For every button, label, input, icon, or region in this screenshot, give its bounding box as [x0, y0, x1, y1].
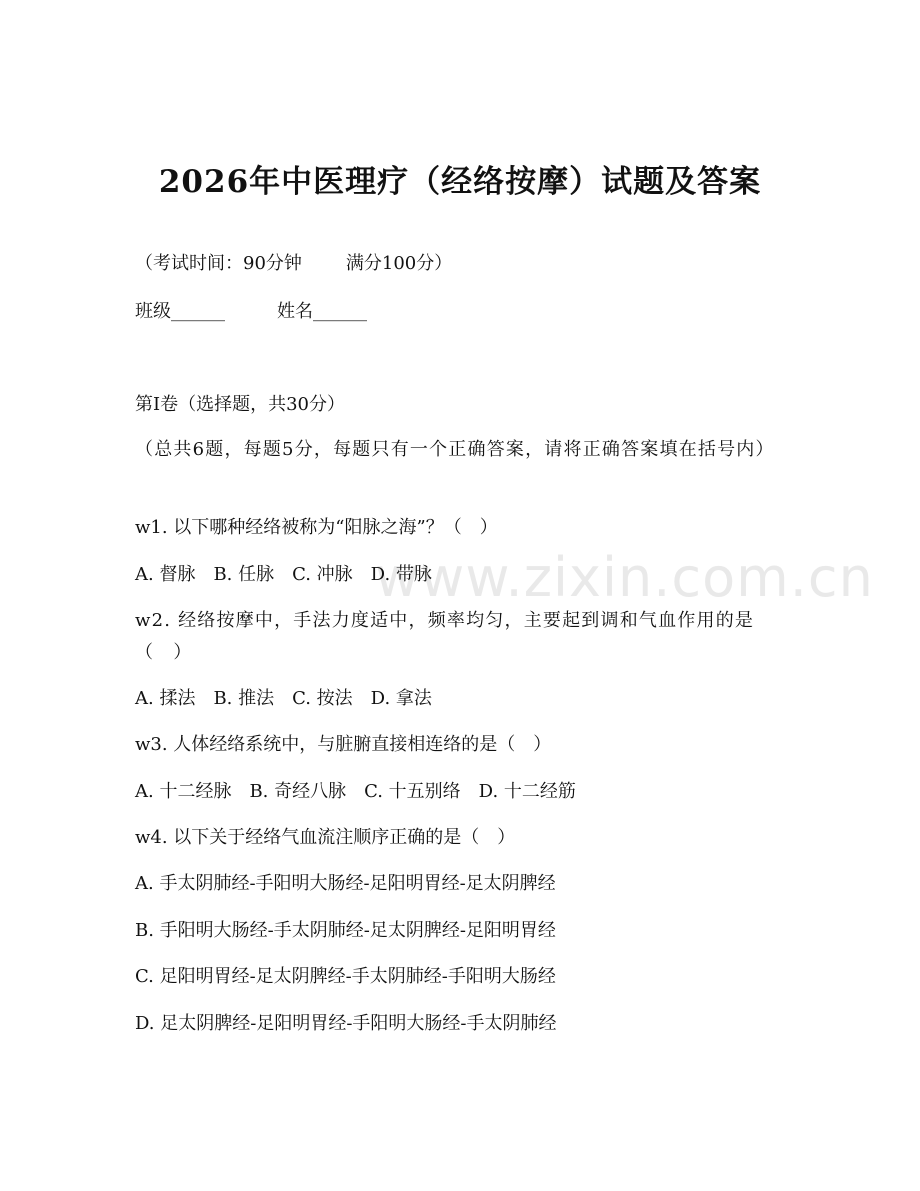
section-instructions: （总共6题，每题5分，每题只有一个正确答案，请将正确答案填在括号内） — [135, 439, 775, 460]
question-4-option-a: A. 手太阴肺经-手阳明大肠经-足阳明胃经-足太阴脾经 — [135, 873, 556, 894]
exam-info — [135, 248, 785, 280]
question-4-stem: w4. 以下关于经络气血流注顺序正确的是（ ） — [135, 827, 516, 848]
name-field: 姓名______ — [277, 301, 367, 322]
question-2-stem: w2. 经络按摩中，手法力度适中，频率均匀，主要起到调和气血作用的是（ ） — [135, 610, 755, 663]
question-1-stem: w1. 以下哪种经络被称为“阳脉之海”？（ ） — [135, 517, 498, 538]
watermark: www.zixin.com.cn — [375, 546, 874, 609]
exam-time: （考试时间：90分钟 — [135, 253, 302, 274]
section-title: 第Ⅰ卷（选择题，共30分） — [135, 394, 346, 415]
question-4-option-b: B. 手阳明大肠经-手太阴肺经-足太阴脾经-足阳明胃经 — [135, 920, 556, 941]
question-1-options: A. 督脉 B. 任脉 C. 冲脉 D. 带脉 — [135, 564, 432, 585]
question-4-option-c: C. 足阳明胃经-足太阴脾经-手太阴肺经-手阳明大肠经 — [135, 966, 556, 987]
question-4-option-d: D. 足太阴脾经-足阳明胃经-手阳明大肠经-手太阴肺经 — [135, 1013, 557, 1034]
question-3-options: A. 十二经脉 B. 奇经八脉 C. 十五别络 D. 十二经筋 — [135, 781, 576, 802]
exam-score: 满分100分） — [345, 253, 453, 274]
question-3-stem: w3. 人体经络系统中，与脏腑直接相连络的是（ ） — [135, 734, 552, 755]
class-field: 班级______ — [135, 301, 225, 322]
question-2-options: A. 揉法 B. 推法 C. 按法 D. 拿法 — [135, 688, 432, 709]
student-fields — [135, 296, 785, 328]
document-title: 2026年中医理疗（经络按摩）试题及答案 — [158, 164, 762, 200]
